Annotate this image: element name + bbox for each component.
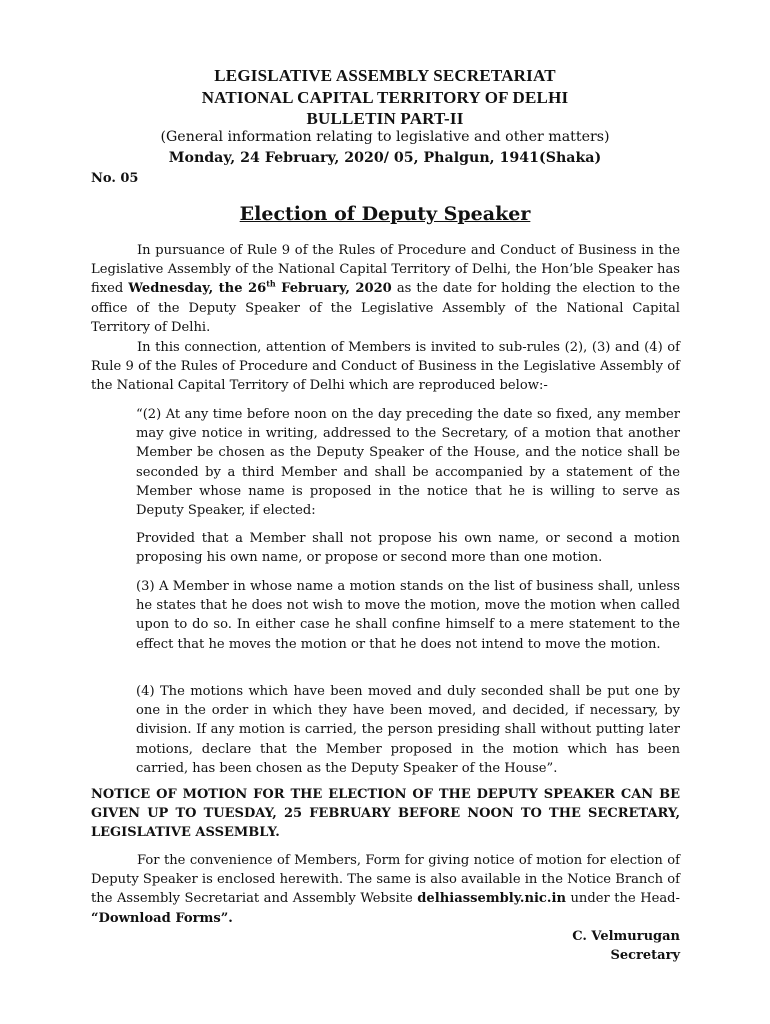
quote-rule-3: (3) A Member in whose name a motion stands on the list of business shall, unless he states that he does not wish to move the motion, move the motion when called upon to do so. In either case he shall confine himself to a mere statement to the effect that he moves the motion or that he does not intend to move the motion. — [136, 579, 680, 652]
header-date: Monday, 24 February, 2020/ 05, Phalgun, 1941(Shaka) — [168, 150, 602, 166]
paragraph-1 — [91, 241, 680, 337]
paragraph-2: In this connection, attention of Members is invited to sub-rules (2), (3) and (4) of Rule 9 of the Rules of Procedure and Conduct of Business in the Legislative Assembly of the National Capital Territory of Delhi which are reproduced below:- — [91, 340, 680, 394]
notice-text: NOTICE OF MOTION FOR THE ELECTION OF THE DEPUTY SPEAKER CAN BE GIVEN UP TO TUESDAY, 25 FEBRUARY BEFORE NOON TO THE SECRETARY, LEGISLATIVE ASSEMBLY. — [91, 787, 680, 841]
election-date-a: Wednesday, the 26 — [128, 281, 267, 297]
quote-rule-2: “(2) At any time before noon on the day preceding the date so fixed, any member may give notice in writing, addressed to the Secretary, of a motion that another Member be chosen as the Deputy Speaker of the House, and the notice shall be seconded by a third Member and shall be accompanied by a statement of the Member whose name is proposed in the notice that he is willing to serve as Deputy Speaker, if elected: — [136, 407, 680, 519]
quote-proviso: Provided that a Member shall not propose his own name, or second a motion proposing his own name, or propose or second more than one motion. — [136, 531, 680, 566]
paragraph-3-text-a: For the convenience of Members, Form for giving notice of motion for election of Deputy Speaker is enclosed herewith. The same is also available in the Notice Branch of the Assembly Secretariat and Assembly Website — [91, 853, 680, 907]
header-line-2: NATIONAL CAPITAL TERRITORY OF DELHI — [201, 88, 569, 107]
paragraph-3-text-b: under the Head- — [565, 891, 680, 907]
quote-rule-4: (4) The motions which have been moved and duly seconded shall be put one by one in the order in which they have been moved, and decided, if necessary, by division. If any motion is carried, the person presiding shall without putting later motions, declare that the Member proposed in the motion which has been carried, has been chosen as the Deputy Speaker of the House”. — [136, 684, 680, 776]
paragraph-1-text-b: as the date for holding the election to the office of the Deputy Speaker of the Legislative Assembly of the National Capital Territory of Delhi. — [91, 281, 680, 335]
download-forms-heading: “Download Forms”. — [91, 910, 233, 926]
header-line-3: BULLETIN PART-II — [306, 109, 464, 128]
website-link[interactable]: delhiassembly.nic.in — [417, 891, 566, 907]
header-line-1: LEGISLATIVE ASSEMBLY SECRETARIAT — [214, 66, 556, 85]
paragraph-1-text-a: In pursuance of Rule 9 of the Rules of Procedure and Conduct of Business in the Legislative Assembly of the National Capital Territory of Delhi, the Hon’ble Speaker has fixed — [91, 243, 680, 297]
page-title: Election of Deputy Speaker — [239, 203, 531, 225]
header-subtitle: (General information relating to legislative and other matters) — [160, 129, 610, 145]
election-date-sup: th — [266, 279, 276, 290]
signatory-name: C. Velmurugan — [572, 929, 680, 944]
paragraph-3 — [91, 851, 680, 928]
bulletin-number: No. 05 — [91, 171, 139, 186]
signatory-designation: Secretary — [610, 948, 680, 963]
election-date-b: February, 2020 — [275, 281, 392, 297]
